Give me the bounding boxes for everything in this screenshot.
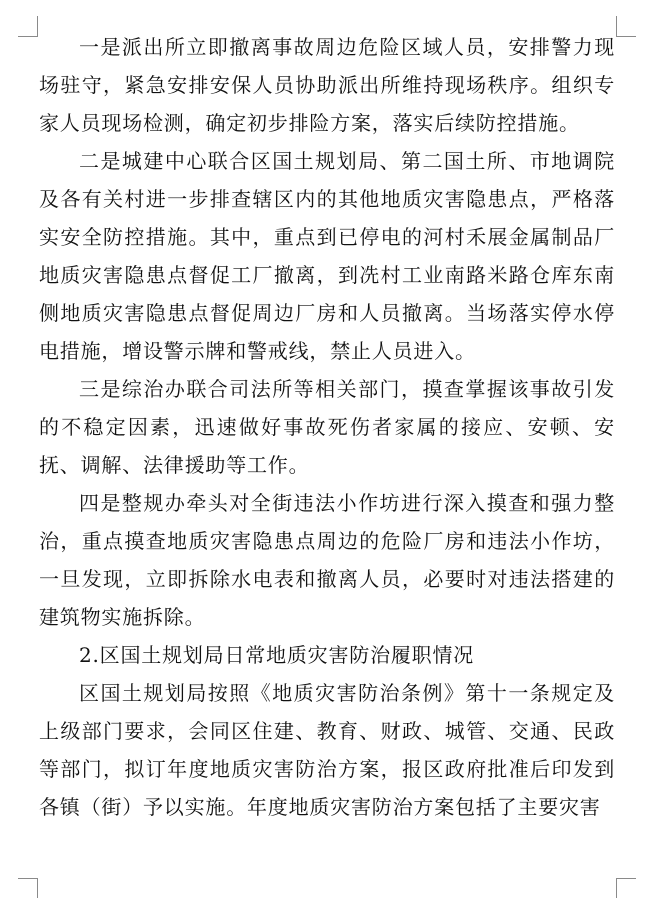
crop-mark-bottom-left-h (18, 878, 38, 879)
crop-mark-top-right-h (616, 36, 636, 37)
crop-mark-top-right-v (616, 16, 617, 36)
crop-mark-bottom-left-v (37, 878, 38, 898)
crop-mark-top-left-v (37, 16, 38, 36)
paragraph-stability: 三是综治办联合司法所等相关部门，摸查掌握该事故引发的不稳定因素，迅速做好事故死伤者家属的接应、安顿、安抚、调解、法律援助等工作。 (39, 377, 615, 477)
paragraph-rectification: 四是整规办牵头对全街违法小作坊进行深入摸查和强力整治，重点摸查地质灾害隐患点周边的危险厂房和违法小作坊，一旦发现，立即拆除水电表和撤离人员，必要时对违法搭建的建筑物实施拆除。 (39, 491, 615, 629)
paragraph-evacuation: 一是派出所立即撤离事故周边危险区域人员，安排警力现场驻守，紧急安排安保人员协助派出所维持现场秩序。组织专家人员现场检测，确定初步排险方案，落实后续防控措施。 (39, 35, 615, 135)
paragraph-prevention-plan: 区国土规划局按照《地质灾害防治条例》第十一条规定及上级部门要求，会同区住建、教育、财政、城管、交通、民政等部门，拟订年度地质灾害防治方案，报区政府批准后印发到各镇（街）予以实施。年度地质灾害防治方案包括了主要灾害 (39, 681, 615, 819)
section-heading: 2.区国土规划局日常地质灾害防治履职情况 (79, 643, 475, 667)
crop-mark-bottom-right-h (616, 878, 636, 879)
crop-mark-top-left-h (18, 36, 38, 37)
paragraph-inspection: 二是城建中心联合区国土规划局、第二国土所、市地调院及各有关村进一步排查辖区内的其他地质灾害隐患点，严格落实安全防控措施。其中，重点到已停电的河村禾展金属制品厂地质灾害隐患点督促工厂撤离，到冼村工业南路米路仓库东南侧地质灾害隐患点督促周边厂房和人员撤离。当场落实停水停电措施，增设警示牌和警戒线，禁止人员进入。 (39, 149, 615, 363)
document-body (39, 28, 615, 826)
crop-mark-bottom-right-v (616, 878, 617, 898)
